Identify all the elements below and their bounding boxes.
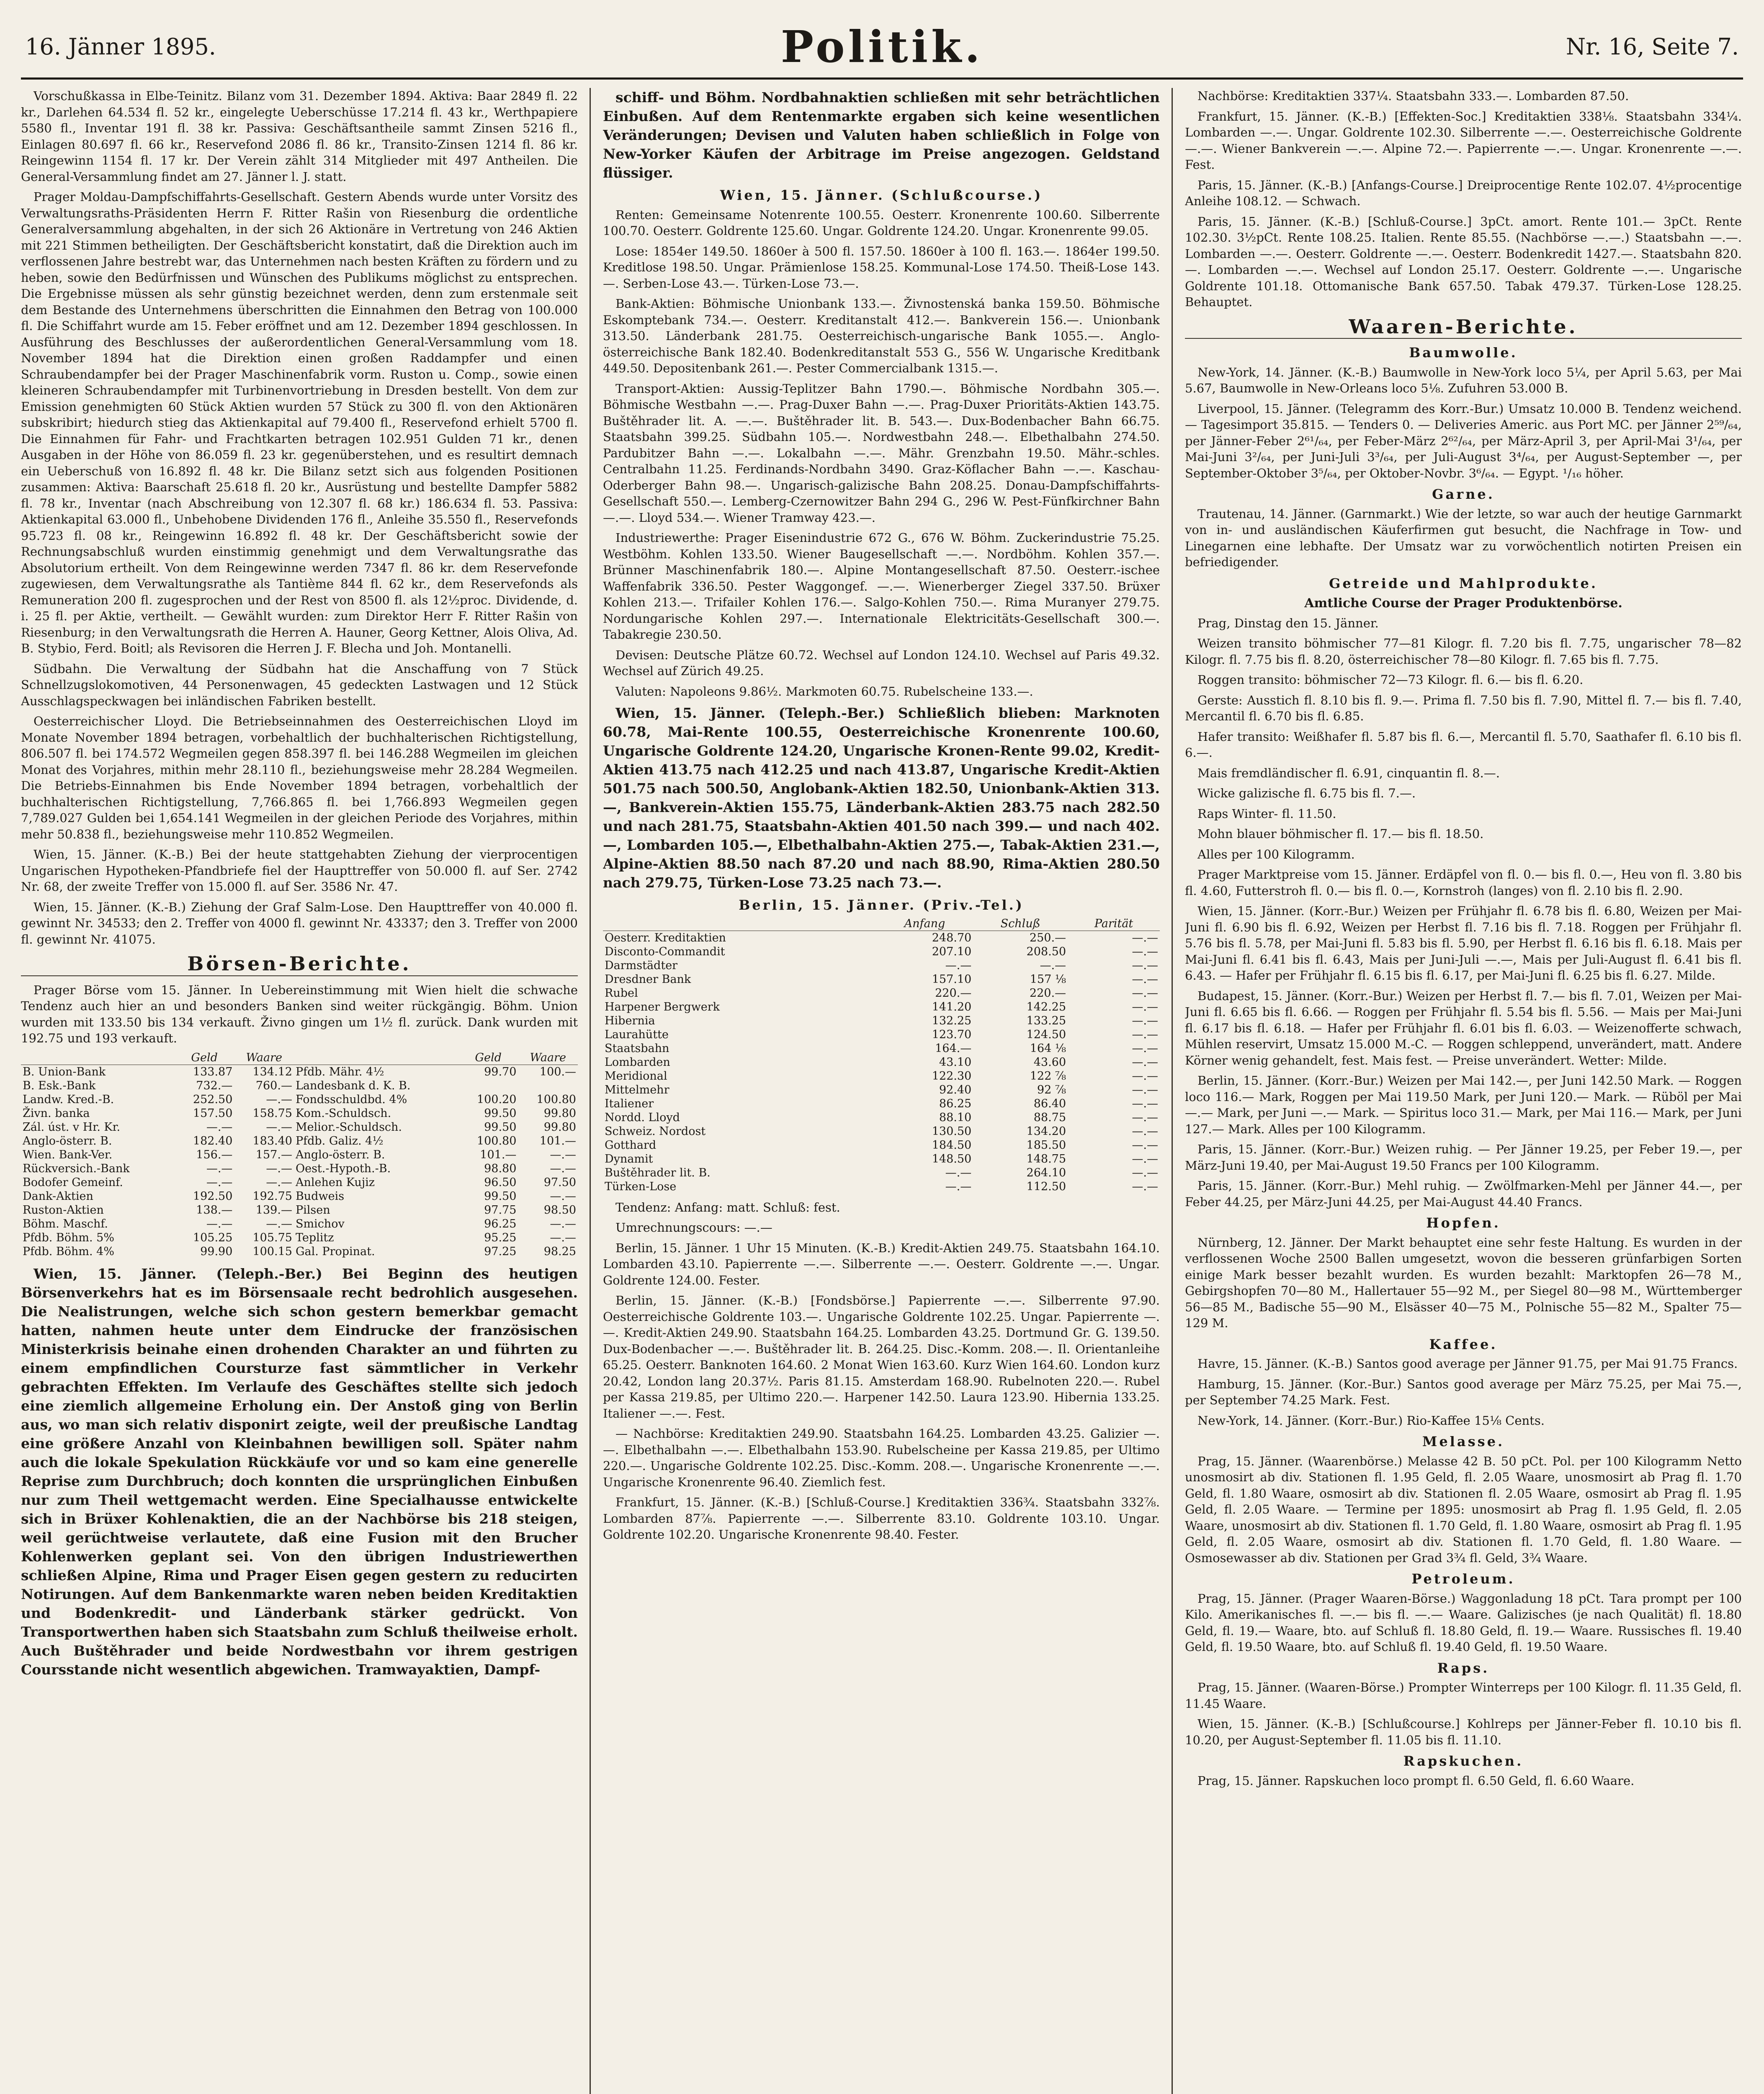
table-cell: 164 ⅛ [1030, 1042, 1066, 1055]
article-paragraph: — Nachbörse: Kreditaktien 249.90. Staatsbahn 164.25. Lombarden 43.25. Galizier —.—. Elbethalbahn —.—. Elbethalbahn 153.90. Rubelscheine per Kassa 219.85, per Ultimo 220.—. Ungarische Goldrente 102.25. Disc.-Komm. 208.—. Ungarische Kronenrente —.—. Ungarische Kronenrente 96.40. Ziemlich fest. [603, 1426, 1160, 1489]
subsection-title-kaffee: Kaffee. [1429, 1336, 1498, 1352]
table-cell: 99.80 [543, 1120, 576, 1134]
table-cell: —.— [945, 1166, 972, 1179]
table-cell: Pfdb. Galiz. 4½ [295, 1134, 384, 1148]
table-cell: —.— [206, 1217, 233, 1230]
article-paragraph: Vorschußkassa in Elbe-Teinitz. Bilanz vom 31. Dezember 1894. Aktiva: Baar 2849 fl. 22 kr., Darlehen 64.534 fl. 52 kr., eingelegte Ueberschüsse 17.214 fl. 43 kr., Werthpapiere 5580 fl., Inventar 191 fl. 38 kr. Passiva: Geschäftsantheile sammt Zinsen 5216 fl., Einlagen 80.697 fl. 66 kr., Reservefond 2086 fl. 86 kr., Transito-Zinsen 1214 fl. 86 kr. Reingewinn 1154 fl. 17 kr. Der Verein zählt 314 Mitglieder mit 497 Antheilen. Die General-Versammlung findet am 27. Jänner l. J. statt. [21, 89, 578, 184]
article-paragraph: Raps Winter- fl. 11.50. [1197, 806, 1337, 821]
table-cell: Landw. Kred.-B. [23, 1093, 114, 1106]
article-paragraph: Wicke galizische fl. 6.75 bis fl. 7.—. [1197, 786, 1416, 800]
subsection-title-getreide: Getreide und Mahlprodukte. [1329, 575, 1598, 591]
table-cell: 208.50 [1026, 945, 1066, 958]
table-cell: 95.25 [484, 1231, 517, 1244]
article-paragraph: Budapest, 15. Jänner. (Korr.-Bur.) Weizen per Herbst fl. 7.— bis fl. 7.01, Weizen per Mai-Juni fl. 6.65 bis fl. 6.66. — Roggen per Frühjahr fl. 5.54 bis fl. 5.56. — Mais per Mai-Juni fl. 6.17 bis fl. 6.18. — Hafer per Frühjahr fl. 6.01 bis fl. 6.03. — Weizenofferte schwach, Mühlen reservirt, Umsatz 15.000 M.-C. — Roggen schleppend, unverändert, matt. Andere Körner wenig gehandelt, fest. Mais fest. — Preise unverändert. Wetter: Milde. [1185, 988, 1742, 1068]
table-cell: —.— [945, 1180, 972, 1193]
table-cell: Disconto-Commandit [605, 945, 725, 958]
article-paragraph: Prag, 15. Jänner. (Waaren-Börse.) Prompter Winterreps per 100 Kilogr. fl. 11.35 Geld, fl. 11.45 Waare. [1185, 1680, 1742, 1711]
table-cell: 185.50 [1026, 1138, 1066, 1152]
subsection-title-petroleum: Petroleum. [1411, 1571, 1515, 1587]
table-row [21, 1217, 578, 1231]
table-cell: 86.25 [939, 1097, 972, 1110]
table-cell: Budweis [295, 1189, 345, 1203]
table-cell: —.— [550, 1217, 576, 1230]
table-cell: —.— [945, 959, 972, 972]
table-header-cell: Anfang [876, 917, 973, 931]
table-row [603, 1111, 1160, 1124]
table-cell: Türken-Lose [605, 1180, 677, 1193]
article-paragraph: Paris, 15. Jänner. (Korr.-Bur.) Mehl ruhig. — Zwölfmarken-Mehl per Jänner 44.—, per Feber 44.25, per März-Juni 44.25, per Mai-August 44.40 Francs. [1185, 1179, 1742, 1209]
table-row [21, 1189, 578, 1203]
table-header-cell: Schluß [973, 917, 1068, 931]
table-cell: —.— [206, 1162, 233, 1175]
table-cell: —.— [550, 1148, 576, 1161]
table-header-cell: Waare [234, 1051, 294, 1065]
table-cell: Hibernia [605, 1014, 655, 1027]
table-cell: 192.75 [252, 1189, 292, 1203]
table-cell: 184.50 [932, 1138, 972, 1152]
article-paragraph: Nachbörse: Kreditaktien 337¼. Staatsbahn 333.—. Lombarden 87.50. [1197, 89, 1629, 103]
table-row [21, 1245, 578, 1258]
table-cell: Pfdb. Böhm. 4% [23, 1245, 114, 1258]
table-cell [518, 1079, 578, 1093]
table-cell: —.— [1132, 1028, 1158, 1041]
table-cell: Pilsen [295, 1203, 330, 1217]
table-cell: 92 ⅞ [1037, 1083, 1066, 1096]
table-cell: —.— [266, 1176, 292, 1189]
table-cell: —.— [550, 1189, 576, 1203]
table-cell: Dynamit [605, 1152, 653, 1166]
table-cell: 207.10 [932, 945, 972, 958]
table-cell: 142.25 [1026, 1000, 1066, 1013]
table-cell [458, 1079, 518, 1093]
article-paragraph: Paris, 15. Jänner. (K.-B.) [Anfangs-Course.] Dreiprocentige Rente 102.07. 4½procentige Anleihe 108.12. — Schwach. [1185, 178, 1742, 208]
subsection-title-rapskuchen: Rapskuchen. [1403, 1753, 1524, 1769]
table-cell: —.— [550, 1231, 576, 1244]
table-header-cell: Geld [458, 1051, 518, 1065]
column-1 [21, 88, 578, 2094]
article-paragraph: Mais fremdländischer fl. 6.91, cinquantin fl. 8.—. [1197, 766, 1500, 780]
table-cell: 105.75 [252, 1231, 292, 1244]
table-cell: 43.60 [1033, 1055, 1066, 1069]
article-paragraph: Südbahn. Die Verwaltung der Südbahn hat die Anschaffung von 7 Stück Schnellzugslokomotiven, 44 Personenwagen, 45 gedeckten Lastwagen und 12 Stück Ausschlagspeckwagen bei inländischen Fabriken bestellt. [21, 661, 578, 708]
table-row [21, 1162, 578, 1176]
article-paragraph: Prag, Dinstag den 15. Jänner. [1197, 616, 1379, 630]
table-cell: Harpener Bergwerk [605, 1000, 720, 1013]
table-row [21, 1106, 578, 1120]
article-paragraph: Transport-Aktien: Aussig-Teplitzer Bahn 1790.—. Böhmische Nordbahn 305.—. Böhmische Westbahn —.—. Prag-Duxer Bahn —.—. Prag-Duxer Prioritäts-Aktien 143.75. Buštěhrader lit. A. —.—. Buštěhrader lit. B. 543.—. Dux-Bodenbacher Bahn 66.75. Staatsbahn 399.25. Südbahn 105.—. Nordwestbahn 248.—. Elbethalbahn 274.50. Pardubitzer Bahn —.—. Lokalbahn —.—. Mähr. Grenzbahn 19.50. Mähr.-schles. Centralbahn 11.25. Ferdinands-Nordbahn 3490. Graz-Köflacher Bahn —.—. Kaschau-Oderberger Bahn 98.—. Ungarisch-galizische Bahn 208.25. Donau-Dampfschiffahrts-Gesellschaft 550.—. Lemberg-Czernowitzer Bahn 294 G., 296 W. Pest-Fünfkirchner Bahn —.—. Lloyd 534.—. Wiener Tramway 423.—. [603, 381, 1160, 525]
table-cell: 99.50 [484, 1120, 517, 1134]
article-paragraph: Nürnberg, 12. Jänner. Der Markt behauptet eine sehr feste Haltung. Es wurden in der verflossenen Woche 2500 Ballen umgesetzt, wovon die besseren grünfarbigen Sorten einige Mark besser bezahlt wurden. Es wurden bezahlt: Marktopfen 26—78 M., Gebirgshopfen 70—80 M., Hallertauer 55—92 M., per Siegel 80—98 M., Württemberger 56—85 M., Badische 55—90 M., Elsässer 40—75 M., Polnische 55—82 M., Spalter 75—129 M. [1185, 1235, 1742, 1330]
table-cell: Schweiz. Nordost [605, 1124, 706, 1138]
table-cell: 148.75 [1026, 1152, 1066, 1166]
table-cell: Wien. Bank-Ver. [23, 1148, 113, 1161]
berlin-umrechnung: Umrechnungscours: —.— [615, 1220, 773, 1235]
table-cell: 122.30 [932, 1069, 972, 1083]
article-paragraph: Berlin, 15. Jänner. (K.-B.) [Fondsbörse.] Papierrente —.—. Silberrente 97.90. Oesterreichische Goldrente 103.—. Ungarische Goldrente 102.25. Ungar. Papierrente —.—. Kredit-Aktien 249.90. Staatsbahn 164.25. Lombarden 43.25. Dortmund Gr. G. 139.50. Dux-Bodenbacher —.—. Buštěhrader lit. B. 264.25. Disc.-Komm. 208.—. Il. Orientanleihe 65.25. Oesterr. Banknoten 164.60. 2 Monat Wien 163.60. Kurz Wien 164.60. London kurz 20.42, London lang 20.37½. Paris 81.15. Amsterdam 168.90. Rubelnoten 220.—. Rubel per Kassa 219.85, per Ultimo 220.—. Harpener 142.50. Laura 123.90. Hibernia 133.25. Italiener —.—. Fest. [603, 1293, 1160, 1421]
table-cell: Nordd. Lloyd [605, 1111, 680, 1124]
article-paragraph: Industriewerthe: Prager Eisenindustrie 672 G., 676 W. Böhm. Zuckerindustrie 75.25. Westböhm. Kohlen 133.50. Wiener Baugesellschaft —.—. Nordböhm. Kohlen 357.—. Brünner Maschinenfabrik 180.—. Alpine Montangesellschaft 87.50. Oesterr.-ischee Waffenfabrik 336.50. Pester Waggongef. —.—. Wienerberger Ziegel 337.50. Brüxer Kohlen 213.—. Trifailer Kohlen 176.—. Salgo-Kohlen 750.—. Rima Muranyer 279.75. Nordungarische Kohlen 297.—. Internationale Elektricitäts-Gesellschaft 300.—. Tabakregie 230.50. [603, 531, 1160, 642]
table-cell: 141.20 [932, 1000, 972, 1013]
table-cell: Staatsbahn [605, 1042, 670, 1055]
section-title-waaren: Waaren-Berichte. [1185, 319, 1742, 339]
table-cell: —.— [266, 1093, 292, 1106]
subsection-title-garne: Garne. [1432, 486, 1495, 502]
table-cell: 99.80 [543, 1106, 576, 1120]
table-row [603, 1124, 1160, 1138]
table-cell: Rubel [605, 986, 638, 1000]
table-cell: Mittelmehr [605, 1083, 670, 1096]
article-paragraph-bold: Wien, 15. Jänner. (Teleph.-Ber.) Bei Beginn des heutigen Börsenverkehrs hat es im Börsensaale recht bedrohlich ausgesehen. Die Nealistrungen, welche sich schon gestern bemerkbar gemacht hatten, nahmen heute unter dem Eindrucke der französischen Ministerkrisis beinahe einen drohenden Charakter an und führten zu einem empfindlichen Coursturze fast sämmtlicher in Verkehr gebrachten Effekten. Im Verlaufe des Geschäftes stellte sich jedoch eine ziemlich allgemeine Erholung ein. Der Anstoß ging von Berlin aus, wo man sich relativ disponirt zeigte, weil der preußische Landtag eine größere Anzahl von Kleinbahnen bewilligen soll. Später nahm auch die lokale Spekulation Rückkäufe vor und so kam eine generelle Reprise zum Durchbruch; doch konnten die ursprünglichen Einbußen nur zum Theil wettgemacht werden. Eine Specialhausse entwickelte sich in Brüxer Kohlenaktien, die an der Nachbörse bis 218 steigen, weil gerüchtweise verlautete, daß eine Fusion mit den Brucher Kohlenwerken geplant sei. Von den übrigen Industriewerthen schließen Alpine, Rima und Prager Eisen gegen gestern zu reducirten Notirungen. Auf dem Bankenmarkte waren neben beiden Kreditaktien und Bodenkredit- und Länderbank stärker gedrückt. Von Transportwerthen haben sich Staatsbahn zum Schluß theilweise erholt. Auch Buštěhrader und beide Nordwestbahn vor ihrem gestrigen Coursstande nicht wesentlich abgewichen. Tramwayaktien, Dampf- [21, 1265, 578, 1678]
table-cell: —.— [1132, 1152, 1158, 1166]
table-row [603, 1069, 1160, 1083]
article-paragraph: Roggen transito: böhmischer 72—73 Kilogr. fl. 6.— bis fl. 6.20. [1197, 673, 1584, 687]
table-header-cell [21, 1051, 175, 1065]
article-paragraph: Hamburg, 15. Jänner. (Kor.-Bur.) Santos good average per März 75.25, per Mai 75.—, per September 74.25 Mark. Fest. [1185, 1377, 1742, 1407]
table-cell: 98.25 [543, 1245, 576, 1258]
table-row [603, 1083, 1160, 1097]
table-cell: —.— [1132, 1124, 1158, 1138]
table-cell: —.— [1040, 959, 1066, 972]
table-row [21, 1231, 578, 1245]
newspaper-page [21, 17, 1743, 2094]
article-paragraph: Prag, 15. Jänner. (Waarenbörse.) Melasse 42 B. 50 pCt. Pol. per 100 Kilogramm Netto unosmosirt ab div. Stationen fl. 1.95 Geld, fl. 2.05 Waare, unosmosirt ab Prag fl. 1.70 Geld, fl. 1.80 Waare, osmosirt ab div. Stationen fl. 2.05 Waare, osmosirt ab Prag fl. 1.95 Geld, fl. 2.05 Waare. — Termine per 1895: unosmosirt ab Prag fl. 1.95 Geld, fl. 2.05 Waare, unosmosirt ab div. Stationen fl. 1.70 Geld, fl. 1.80 Waare, osmosirt ab Prag fl. 1.95 Geld, fl. 2.05 Waare, osmosirt ab div. Stationen fl. 1.70 Geld, fl. 1.80 Waare. — Osmosewasser ab div. Stationen per Grad 3¾ fl. Geld, 3¾ Waare. [1185, 1454, 1742, 1565]
table-row [603, 972, 1160, 986]
table-cell: 97.75 [484, 1203, 517, 1217]
article-paragraph: Wien, 15. Jänner. (K.-B.) Ziehung der Graf Salm-Lose. Den Haupttreffer von 40.000 fl. gewinnt Nr. 34533; den 2. Treffer von 4000 fl. gewinnt Nr. 43337; den 3. Treffer von 2000 fl. gewinnt Nr. 41075. [21, 900, 578, 946]
subsection-title-baumwolle: Baumwolle. [1409, 345, 1518, 361]
table-cell: Melior.-Schuldsch. [295, 1120, 402, 1134]
table-cell: Živn. banka [23, 1106, 90, 1120]
table-cell: —.— [1132, 1138, 1158, 1152]
table-cell: B. Union-Bank [23, 1065, 106, 1078]
table-cell: 99.70 [484, 1065, 517, 1078]
table-cell: Anlehen Kujiz [295, 1176, 375, 1189]
table-header-cell: Parität [1068, 917, 1160, 931]
article-paragraph-bold: Wien, 15. Jänner. (Teleph.-Ber.) Schließlich blieben: Marknoten 60.78, Mai-Rente 100.55, Oesterreichische Kronenrente 100.60, Ungarische Goldrente 124.20, Ungarische Kronen-Rente 99.02, Kredit-Aktien 413.75 nach 412.25 und nach 413.87, Ungarische Kredit-Aktien 501.75 nach 500.50, Anglobank-Aktien 182.50, Unionbank-Aktien 313.—, Bankverein-Aktien 155.75, Länderbank-Aktien 283.75 nach 282.50 und nach 281.75, Staatsbahn-Aktien 401.50 nach 399.— und nach 402.—, Lombarden 105.—, Elbethalbahn-Aktien 275.—, Tabak-Aktien 231.—, Alpine-Aktien 88.50 nach 87.20 und nach 88.90, Rima-Aktien 280.50 nach 279.75, Türken-Lose 73.25 nach 73.—. [603, 705, 1160, 891]
table-cell: —.— [1132, 1111, 1158, 1124]
article-paragraph: Weizen transito böhmischer 77—81 Kilogr. fl. 7.20 bis fl. 7.75, ungarischer 78—82 Kilogr. fl. 7.75 bis fl. 8.20, österreichischer 78—80 Kilogr. fl. 7.65 bis fl. 7.75. [1185, 636, 1742, 667]
table-cell: —.— [266, 1162, 292, 1175]
berlin-tendenz: Tendenz: Anfang: matt. Schluß: fest. [615, 1200, 840, 1215]
table-cell: 88.75 [1033, 1111, 1066, 1124]
table-row [21, 1134, 578, 1148]
table-cell: 133.87 [193, 1065, 233, 1078]
article-paragraph: Berlin, 15. Jänner. (Korr.-Bur.) Weizen per Mai 142.—, per Juni 142.50 Mark. — Roggen loco 116.— Mark, Roggen per Mai 119.50 Mark, per Juni 120.— Mark. — Rüböl per Mai —.— Mark, per Juni —.— Mark. — Spiritus loco 31.— Mark, per Mai 116.— Mark, per Juni 127.— Mark. Alles per 100 Kilogramm. [1185, 1073, 1742, 1136]
article-paragraph: Liverpool, 15. Jänner. (Telegramm des Korr.-Bur.) Umsatz 10.000 B. Tendenz weichend. — Tagesimport 35.815. — Tenders 0. — Deliveries Americ. aus Port MC. per Jänner 2⁵⁹/₆₄, per Jänner-Feber 2⁶¹/₆₄, per Feber-März 2⁶²/₆₄, per März-April 3, per April-Mai 3¹/₆₄, per Mai-Juni 3²/₆₄, per Juni-Juli 3³/₆₄, per Juli-August 3⁴/₆₄, per August-September —, per September-Oktober 3⁵/₆₄, per Oktober-Novbr. 3⁶/₆₄. — Egypt. ¹/₁₆ höher. [1185, 401, 1742, 480]
table-cell: Bodofer Gemeinf. [23, 1176, 123, 1189]
subsection-title-melasse: Melasse. [1422, 1434, 1505, 1449]
table-cell: 100.15 [252, 1245, 292, 1258]
table-row [21, 1148, 578, 1162]
table-header-cell: Waare [518, 1051, 578, 1065]
table-cell: Teplitz [295, 1231, 334, 1244]
table-row [603, 1166, 1160, 1180]
article-paragraph: Hafer transito: Weißhafer fl. 5.87 bis fl. 6.—, Mercantil fl. 5.70, Saathafer fl. 6.10 bis fl. 6.—. [1185, 729, 1742, 760]
column-rule-1 [590, 88, 591, 2094]
subsection-title-amtliche: Amtliche Course der Prager Produktenbörse. [1304, 596, 1622, 611]
table-cell: 96.50 [484, 1176, 517, 1189]
table-cell: —.— [1132, 959, 1158, 972]
table-cell: 86.40 [1033, 1097, 1066, 1110]
table-cell: 101.— [480, 1148, 517, 1161]
table-row [603, 986, 1160, 1000]
table-cell: Italiener [605, 1097, 654, 1110]
table-cell: Rückversich.-Bank [23, 1162, 130, 1175]
table-cell: Smichov [295, 1217, 345, 1230]
table-row [21, 1120, 578, 1134]
table-cell: —.— [1132, 1069, 1158, 1083]
article-paragraph: Frankfurt, 15. Jänner. (K.-B.) [Schluß-Course.] Kreditaktien 336¾. Staatsbahn 332⅞. Lombarden 87⅞. Papierrente —.—. Silberrente 83.10. Goldrente 103.10. Ungar. Goldrente 102.20. Ungarische Kronenrente 98.40. Fester. [603, 1495, 1160, 1542]
table-row [603, 1152, 1160, 1166]
article-paragraph-bold: schiff- und Böhm. Nordbahnaktien schließen mit sehr beträchtlichen Einbußen. Auf dem Rentenmarkte ergaben sich keine wesentlichen Veränderungen; Devisen und Valuten haben schließlich in Folge von New-Yorker Käufen der Arbitrage im Preise angezogen. Geldstand flüssiger. [603, 89, 1160, 181]
table-cell: 105.25 [193, 1231, 233, 1244]
table-cell: 132.25 [932, 1014, 972, 1027]
table-cell: 157.10 [932, 972, 972, 986]
table-row [603, 1000, 1160, 1014]
subsection-title-hopfen: Hopfen. [1426, 1215, 1501, 1231]
subsection-title-raps: Raps. [1437, 1660, 1490, 1676]
article-paragraph: Frankfurt, 15. Jänner. (K.-B.) [Effekten-Soc.] Kreditaktien 338⅛. Staatsbahn 334¼. Lombarden —.—. Ungar. Goldrente 102.30. Silberrente —.—. Oesterreichische Goldrente —.—. Wiener Bankverein —.—. Alpine 72.—. Papierrente —.—. Ungar. Kronenrente —.—. Fest. [1185, 109, 1742, 172]
table-cell: 157.50 [193, 1106, 233, 1120]
article-paragraph: Wien, 15. Jänner. (K.-B.) Bei der heute stattgehabten Ziehung der vierprocentigen Ungarischen Hypotheken-Pfandbriefe fiel der Haupttreffer von 50.000 fl. auf Ser. 2742 Nr. 68, der zweite Treffer von 15.000 fl. auf Ser. 3586 Nr. 47. [21, 847, 578, 894]
table-cell: 112.50 [1026, 1180, 1066, 1193]
article-paragraph: Lose: 1854er 149.50. 1860er à 500 fl. 157.50. 1860er à 100 fl. 163.—. 1864er 199.50. Kreditlose 198.50. Ungar. Prämienlose 158.25. Kommunal-Lose 174.50. Theiß-Lose 143.—. Serben-Lose 43.—. Türken-Lose 73.—. [603, 244, 1160, 291]
table-cell: Meridional [605, 1069, 667, 1083]
table-cell: 88.10 [939, 1111, 972, 1124]
table-cell: Oest.-Hypoth.-B. [295, 1162, 391, 1175]
table-header-cell: Geld [175, 1051, 234, 1065]
table-cell: 99.50 [484, 1106, 517, 1120]
table-cell: 248.70 [932, 931, 972, 944]
article-paragraph: Prag, 15. Jänner. Rapskuchen loco prompt fl. 6.50 Geld, fl. 6.60 Waare. [1197, 1773, 1635, 1788]
table-row [21, 1079, 578, 1093]
table-cell: 158.75 [252, 1106, 292, 1120]
table-cell: 122 ⅞ [1030, 1069, 1066, 1083]
section-title-boerse: Börsen-Berichte. [21, 956, 578, 976]
table-cell: —.— [1132, 972, 1158, 986]
table-row [603, 945, 1160, 959]
table-cell: 101.— [539, 1134, 576, 1148]
table-cell: 760.— [255, 1079, 292, 1092]
table-cell: —.— [1132, 931, 1158, 944]
table-cell: 100.20 [476, 1093, 517, 1106]
table-cell: Gal. Propinat. [295, 1245, 375, 1258]
article-paragraph: Wien, 15. Jänner. (K.-B.) [Schlußcourse.] Kohlreps per Jänner-Feber fl. 10.10 bis fl. 10.20, per August-September fl. 11.05 bis fl. 11.10. [1185, 1717, 1742, 1747]
article-paragraph: Renten: Gemeinsame Notenrente 100.55. Oesterr. Kronenrente 100.60. Silberrente 100.70. Oesterr. Goldrente 125.60. Ungar. Goldrente 124.20. Ungar. Kronenrente 99.05. [603, 207, 1160, 238]
table-cell: 164.— [935, 1042, 972, 1055]
table-cell: 138.— [196, 1203, 233, 1217]
table-cell: Buštěhrader lit. B. [605, 1166, 711, 1179]
berlin-table-body [603, 931, 1160, 1194]
header-title: Politik. [780, 21, 984, 72]
table-cell: —.— [1132, 1042, 1158, 1055]
table-cell: —.— [1132, 1014, 1158, 1027]
article-paragraph: Prager Marktpreise vom 15. Jänner. Erdäpfel von fl. 0.— bis fl. 0.—, Heu von fl. 3.80 bis fl. 4.60, Futterstroh fl. 0.— bis fl. 0.—, Kornstroh (langes) von fl. 2.10 bis fl. 2.90. [1185, 867, 1742, 898]
table-cell: 250.— [1029, 931, 1066, 944]
article-paragraph: Prager Börse vom 15. Jänner. In Uebereinstimmung mit Wien hielt die schwache Tendenz auch hier an und besonders Banken sind weiter rückgängig. Böhm. Union wurden mit 133.50 bis 134 verkauft. Živno gingen um 1½ fl. zurück. Dank wurden mit 192.75 und 193 verkauft. [21, 983, 578, 1045]
table-cell: —.— [1132, 945, 1158, 958]
table-cell: Darmstädter [605, 959, 678, 972]
table-cell: 220.— [1029, 986, 1066, 1000]
table-cell: 130.50 [932, 1124, 972, 1138]
table-header-row [603, 917, 1160, 931]
table-cell: 133.25 [1026, 1014, 1066, 1027]
table-cell: —.— [206, 1176, 233, 1189]
table-cell: Pfdb. Mähr. 4½ [295, 1065, 384, 1078]
table-cell: 182.40 [193, 1134, 233, 1148]
table-cell: —.— [1132, 986, 1158, 1000]
table-cell: —.— [206, 1120, 233, 1134]
table-cell: 183.40 [252, 1134, 292, 1148]
table-cell: 98.80 [484, 1162, 517, 1175]
table-cell: Pfdb. Böhm. 5% [23, 1231, 114, 1244]
article-paragraph: Wien, 15. Jänner. (Korr.-Bur.) Weizen per Frühjahr fl. 6.78 bis fl. 6.80, Weizen per Mai-Juni fl. 6.90 bis fl. 6.92, Weizen per Herbst fl. 7.16 bis fl. 7.18. Roggen per Frühjahr fl. 5.76 bis fl. 5.78, per Mai-Juni fl. 5.83 bis fl. 5.90, per Herbst fl. 6.16 bis fl. 6.18. Mais per Mai-Juni fl. 6.41 bis fl. 6.43, Mais per Juni-Juli —.—, Mais per Juli-August fl. 6.41 bis fl. 6.43. — Hafer per Frühjahr fl. 6.15 bis fl. 6.17, per Mai-Juni fl. 6.25 bis fl. 6.27. Milde. [1185, 904, 1742, 983]
table-cell: Böhm. Maschf. [23, 1217, 108, 1230]
table-row [603, 959, 1160, 972]
table-row [603, 1138, 1160, 1152]
table-cell: Gotthard [605, 1138, 657, 1152]
prager-boerse-table [21, 1051, 578, 1258]
table-cell: Kom.-Schuldsch. [295, 1106, 391, 1120]
table-row [603, 931, 1160, 945]
header-date: 16. Jänner 1895. [25, 34, 216, 60]
table-cell: 97.50 [543, 1176, 576, 1189]
page-header [21, 17, 1743, 80]
article-paragraph: Trautenau, 14. Jänner. (Garnmarkt.) Wie der letzte, so war auch der heutige Garnmarkt von in- und ausländischen Käuferfirmen gut besucht, die Nachfrage in Tow- und Linegarnen eine lebhafte. Der Umsatz war zu vorwöchentlich notirten Preisen ein befriedigender. [1185, 506, 1742, 569]
table-row [21, 1176, 578, 1189]
table-cell: Anglo-österr. B. [23, 1134, 112, 1148]
article-paragraph: Bank-Aktien: Böhmische Unionbank 133.—. Živnostenská banka 159.50. Böhmische Eskomptebank 734.—. Oesterr. Kreditanstalt 412.—. Bankverein 156.—. Unionbank 313.50. Länderbank 281.75. Oesterreichisch-ungarische Bank 1055.—. Anglo-österreichische Bank 182.40. Bodenkreditanstalt 553 G., 556 W. Ungarische Kreditbank 449.50. Depositenbank 261.—. Pester Commercialbank 1315.—. [603, 297, 1160, 375]
table-cell: 92.40 [939, 1083, 972, 1096]
article-paragraph: Havre, 15. Jänner. (K.-B.) Santos good average per Jänner 91.75, per Mai 91.75 Francs. [1197, 1356, 1738, 1371]
table-cell: 98.50 [543, 1203, 576, 1217]
table-cell: —.— [1132, 1083, 1158, 1096]
article-paragraph: Prag, 15. Jänner. (Prager Waaren-Börse.) Waggonladung 18 pCt. Tara prompt per 100 Kilo. Amerikanisches fl. —.— bis fl. —.— Waare. Galizisches (je nach Qualität) fl. 18.80 Geld, fl. 19.— Waare, bto. auf Schluß fl. 18.80 Geld, fl. 19.— Waare. Russisches fl. 19.40 Geld, fl. 19.50 Waare, bto. auf Schluß fl. 19.40 Geld, fl. 19.50 Waare. [1185, 1591, 1742, 1654]
article-paragraph: Paris, 15. Jänner. (Korr.-Bur.) Weizen ruhig. — Per Jänner 19.25, per Feber 19.—, per März-Juni 19.40, per Mai-August 19.50 Francs per 100 Kilogramm. [1185, 1142, 1742, 1173]
berlin-table [603, 917, 1160, 1194]
header-rule [21, 77, 1743, 80]
table-cell: 134.12 [252, 1065, 292, 1078]
table-cell: 252.50 [193, 1093, 233, 1106]
table-cell: Lombarden [605, 1055, 670, 1069]
table-cell: —.— [550, 1162, 576, 1175]
table-cell: 134.20 [1026, 1124, 1066, 1138]
table-cell: 156.— [196, 1148, 233, 1161]
berlin-title: Berlin, 15. Jänner. (Priv.-Tel.) [739, 897, 1024, 913]
table-cell: 100.— [539, 1065, 576, 1078]
table-cell: Ruston-Aktien [23, 1203, 104, 1217]
article-paragraph: Mohn blauer böhmischer fl. 17.— bis fl. 18.50. [1197, 827, 1484, 841]
table-cell: B. Esk.-Bank [23, 1079, 96, 1092]
article-paragraph: Berlin, 15. Jänner. 1 Uhr 15 Minuten. (K.-B.) Kredit-Aktien 249.75. Staatsbahn 164.10. Lombarden 43.10. Papierrente —.—. Silberrente —.—. Oesterr. Goldrente —.—. Ungar. Goldrente 124.00. Fester. [603, 1240, 1160, 1287]
table-cell: 99.50 [484, 1189, 517, 1203]
table-cell: Zál. úst. v Hr. Kr. [23, 1120, 121, 1134]
table-cell: Dank-Aktien [23, 1189, 93, 1203]
article-paragraph: Devisen: Deutsche Plätze 60.72. Wechsel auf London 124.10. Wechsel auf Paris 49.32. Wechsel auf Zürich 49.25. [603, 647, 1160, 678]
table-header-row [21, 1051, 578, 1065]
article-paragraph: New-York, 14. Jänner. (K.-B.) Baumwolle in New-York loco 5¼, per April 5.63, per Mai 5.67, Baumwolle in New-Orleans loco 5⅛. Zufuhren 53.000 B. [1185, 365, 1742, 395]
table-cell: 220.— [935, 986, 972, 1000]
table-cell: —.— [1132, 1097, 1158, 1110]
table-cell: 157.— [255, 1148, 292, 1161]
table-cell: —.— [266, 1217, 292, 1230]
table-cell: 148.50 [932, 1152, 972, 1166]
table-cell: Fondsschuldbd. 4% [295, 1093, 407, 1106]
table-cell: —.— [266, 1120, 292, 1134]
table-row [603, 1180, 1160, 1194]
article-paragraph: Valuten: Napoleons 9.86½. Markmoten 60.75. Rubelscheine 133.—. [615, 684, 1033, 699]
table-cell: 192.50 [193, 1189, 233, 1203]
header-page-number: Nr. 16, Seite 7. [1566, 34, 1739, 60]
prager-boerse-table-body [21, 1065, 578, 1258]
table-cell: Landesbank d. K. B. [295, 1079, 411, 1092]
table-cell: Dresdner Bank [605, 972, 691, 986]
article-paragraph: Paris, 15. Jänner. (K.-B.) [Schluß-Course.] 3pCt. amort. Rente 101.— 3pCt. Rente 102.30. 3½pCt. Rente 108.25. Italien. Rente 85.55. (Nachbörse —.—.) Staatsbahn —.—. Lombarden —.—. Oesterr. Goldrente —.—. Oesterr. Bodenkredit 1427.—. Staatsbahn 820.—. Lombarden —.—. Wechsel auf London 25.17. Oesterr. Goldrente —.—. Ungarische Goldrente 101.18. Ottomanische Bank 657.50. Tabak 479.37. Türken-Lose 128.25. Behauptet. [1185, 214, 1742, 309]
table-row [603, 1055, 1160, 1069]
table-cell: —.— [1132, 1000, 1158, 1013]
table-cell: 97.25 [484, 1245, 517, 1258]
column-3 [1185, 88, 1742, 2094]
table-cell: 43.10 [939, 1055, 972, 1069]
column-2 [603, 88, 1160, 2094]
table-row [21, 1065, 578, 1079]
table-cell: 123.70 [932, 1028, 972, 1041]
table-cell: —.— [1132, 1166, 1158, 1179]
article-paragraph: Oesterreichischer Lloyd. Die Betriebseinnahmen des Oesterreichischen Lloyd im Monate November 1894 betragen, vorbehaltlich der buchhalterischen Richtigstellung, 806.507 fl. bei 174.572 Wegmeilen gegen 858.397 fl. bei 146.288 Wegmeilen im gleichen Monat des Vorjahres, mithin mehr 28.110 fl., beziehungsweise mehr 28.284 Wegmeilen. Die Betriebs-Einnahmen bis Ende November 1894 betragen, vorbehaltlich der buchhalterischen Richtigstellung, 7,766.865 fl. bei 1,766.893 Wegmeilen gegen 7,789.027 Gulden bei 1,654.141 Wegmeilen in der gleichen Periode des Vorjahres, mithin mehr 50.838 fl., beziehungsweise mehr 110.852 Wegmeilen. [21, 714, 578, 841]
table-cell: 732.— [196, 1079, 233, 1092]
article-paragraph: New-York, 14. Jänner. (Korr.-Bur.) Rio-Kaffee 15⅛ Cents. [1197, 1413, 1545, 1428]
table-row [21, 1203, 578, 1217]
article-paragraph: Alles per 100 Kilogramm. [1197, 847, 1355, 861]
table-cell: 96.25 [484, 1217, 517, 1230]
wien-schluss-title: Wien, 15. Jänner. (Schlußcourse.) [720, 187, 1043, 203]
table-cell: Anglo-österr. B. [295, 1148, 385, 1161]
table-row [603, 1097, 1160, 1111]
table-cell: 99.90 [200, 1245, 233, 1258]
table-row [603, 1028, 1160, 1042]
table-row [603, 1014, 1160, 1028]
table-row [603, 1042, 1160, 1055]
table-cell: —.— [1132, 1055, 1158, 1069]
column-rule-2 [1172, 88, 1173, 2094]
table-cell: Laurahütte [605, 1028, 669, 1041]
table-cell: 139.— [255, 1203, 292, 1217]
table-header-cell [294, 1051, 458, 1065]
table-cell: —.— [1132, 1180, 1158, 1193]
article-paragraph: Prager Moldau-Dampfschiffahrts-Gesellschaft. Gestern Abends wurde unter Vorsitz des Verwaltungsraths-Präsidenten Herrn F. Ritter Rašin von Riesenburg die ordentliche Generalversammlung abgehalten, in der sich 26 Aktionäre in Vertretung von 246 Aktien mit 221 Stimmen betheiligten. Der Geschäftsbericht konstatirt, daß die Direktion auch im verflossenen Jahre bestrebt war, das Unternehmen nach besten Kräften zu fördern und zu heben, sowie den Bedürfnissen und Wünschen des Publikums möglichst zu entsprechen. Die Ergebnisse müssen als sehr günstig bezeichnet werden, denn zum erstenmale seit dem Bestande des Unternehmens überschritten die Einnahmen den Betrag von 100.000 fl. Die Schiffahrt wurde am 15. Feber eröffnet und am 12. Dezember 1894 geschlossen. In Ausführung des Beschlusses der außerordentlichen General-Versammlung vom 18. November 1894 hat die Direktion einen großen Raddampfer und einen Schraubendampfer bei der Prager Maschinenfabrik vorm. Ruston u. Comp., sowie einen kleineren Schraubendampfer mit Turbinenvortriebung in Dresden bestellt. Von dem zur Emission genehmigten 60 Stück Aktien wurden 57 Stück zu 300 fl. von den Aktionären subskribirt; hiedurch stieg das Aktienkapital auf 79.400 fl., Reservefond erhielt 5700 fl. Die Einnahmen für Fahr- und Frachtkarten betragen 102.951 Gulden 71 kr., denen Ausgaben in der Höhe von 86.059 fl. 23 kr. gegenüberstehen, und es resultirt demnach ein Ueberschuß von 16.892 fl. 48 kr. Die Bilanz setzt sich aus folgenden Positionen zusammen: Aktiva: Baarschaft 25.618 fl. 20 kr., Ausrüstung und bestellte Dampfer 5882 fl. 78 kr., Inventar (nach Abschreibung von 12.307 fl. 68 kr.) 186.634 fl. 53. Passiva: Aktienkapital 63.000 fl., Unbehobene Dividenden 176 fl., Anleihe 35.550 fl., Reservefonds 95.723 fl. 08 kr., Reingewinn 16.892 fl. 48 kr. Der Geschäftsbericht sowie der Rechnungsabschluß wurden einstimmig genehmigt und dem Verwaltungsrathe das Absolutorium ertheilt. Von dem Reingewinne werden 7347 fl. 86 kr. dem Reservefonde zugewiesen, dem Verwaltungsrathe als Tantième 844 fl. 62 kr., dem Reservefonds als Remuneration 200 fl. zugesprochen und der Rest von 8500 fl. als 12½proc. Dividende, d. i. 25 fl. per Aktie, vertheilt. — Gewählt wurden: zum Direktor Herr F. Ritter Rašin von Riesenburg; in den Verwaltungsrath die Herren A. Hauner, Georg Kettner, Alois Oliva, Ad. B. Stybio, Ferd. Boitl; als Revisoren die Herren J. F. Blecha und Joh. Montanelli. [21, 190, 578, 655]
table-header-cell [603, 917, 876, 931]
table-cell: 157 ⅛ [1030, 972, 1066, 986]
table-cell: 124.50 [1026, 1028, 1066, 1041]
table-cell: Oesterr. Kreditaktien [605, 931, 726, 944]
table-row [21, 1093, 578, 1106]
table-cell: 100.80 [536, 1093, 576, 1106]
table-cell: 100.80 [476, 1134, 517, 1148]
article-paragraph: Gerste: Ausstich fl. 8.10 bis fl. 9.—. Prima fl. 7.50 bis fl. 7.90, Mittel fl. 7.— bis fl. 7.40, Mercantil fl. 6.70 bis fl. 6.85. [1185, 693, 1742, 723]
table-cell: 264.10 [1026, 1166, 1066, 1179]
